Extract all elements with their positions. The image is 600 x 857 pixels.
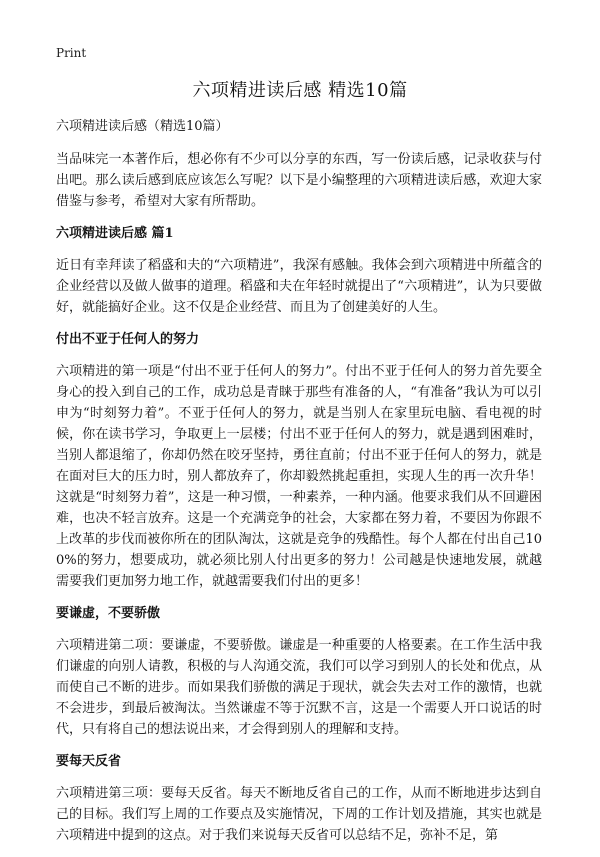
document-subtitle: 六项精进读后感（精选10篇） bbox=[56, 119, 229, 134]
section-heading: 六项精进读后感 篇1 bbox=[56, 226, 174, 241]
print-link[interactable]: Print bbox=[56, 46, 87, 60]
page-title: 六项精进读后感 精选10篇 bbox=[192, 80, 408, 101]
section-paragraph: 六项精进的第一项是“付出不亚于任何人的努力”。付出不亚于任何人的努力首先要全身心的投入到自己的工作，成功总是青睐于那些有准备的人，“有准备”我认为可以引申为“时刻努力着”。不亚于任何人的努力，就是当别人在家里玩电脑、看电视的时候，你在读书学习，争取更上一层楼；付出不亚于任何人的努力，就是遇到困难时，当别人都退缩了，你却仍然在咬牙坚持，勇往直前；付出不亚于任何人的努力，就是在面对巨大的压力时，别人都放弃了，你却毅然挑起重担，实现人生的再一次升华！这就是“时刻努力着”，这是一种习惯，一种素养，一种内涵。他要求我们从不回避困难，也决不轻言放弃。这是一个充满竞争的社会，大家都在努力着，不要因为你跟不上改革的步伐而被你所在的团队淘汰，这就是竞争的残酷性。每个人都在付出自己100%的努力，想要成功，就必须比别人付出更多的努力！公司越是快速地发展，就越需要我们更加努力地工作，就越需要我们付出的更多！ bbox=[56, 364, 542, 589]
section-paragraph: 六项精进第二项：要谦虚，不要骄傲。谦虚是一种重要的人格要素。在工作生活中我们谦虚的向别人请教，积极的与人沟通交流，我们可以学习到别人的长处和优点，从而使自己不断的进步。而如果我们骄傲的满足于现状，就会失去对工作的激情，也就不会进步，到最后被淘汰。当然谦虚不等于沉默不言，这是一个需要人开口说话的时代，只有将自己的想法说出来，才会得到别人的理解和支持。 bbox=[56, 638, 542, 737]
section-paragraph: 近日有幸拜读了稻盛和夫的“六项精进”，我深有感触。我体会到六项精进中所蕴含的企业经营以及做人做事的道理。稻盛和夫在年轻时就提出了“六项精进”，认为只要做好，就能搞好企业。这不仅是企业经营、而且为了创建美好的人生。 bbox=[56, 258, 542, 315]
section-heading: 付出不亚于任何人的努力 bbox=[56, 332, 200, 347]
section-heading: 要谦虚，不要骄傲 bbox=[56, 606, 161, 621]
section-heading: 要每天反省 bbox=[56, 754, 122, 769]
section-paragraph: 六项精进第三项：要每天反省。每天不断地反省自己的工作，从而不断地进步达到自己的目标。我们写上周的工作要点及实施情况，下周的工作计划及措施，其实也就是六项精进中提到的这点。对于我们来说每天反省可以总结不足，弥补不足，第 bbox=[56, 786, 542, 843]
document-body bbox=[56, 116, 542, 857]
intro-paragraph: 当品味完一本著作后，想必你有不少可以分享的东西，写一份读后感，记录收获与付出吧。那么读后感到底应该怎么写呢？以下是小编整理的六项精进读后感，欢迎大家借鉴与参考，希望对大家有所帮助。 bbox=[56, 152, 542, 209]
